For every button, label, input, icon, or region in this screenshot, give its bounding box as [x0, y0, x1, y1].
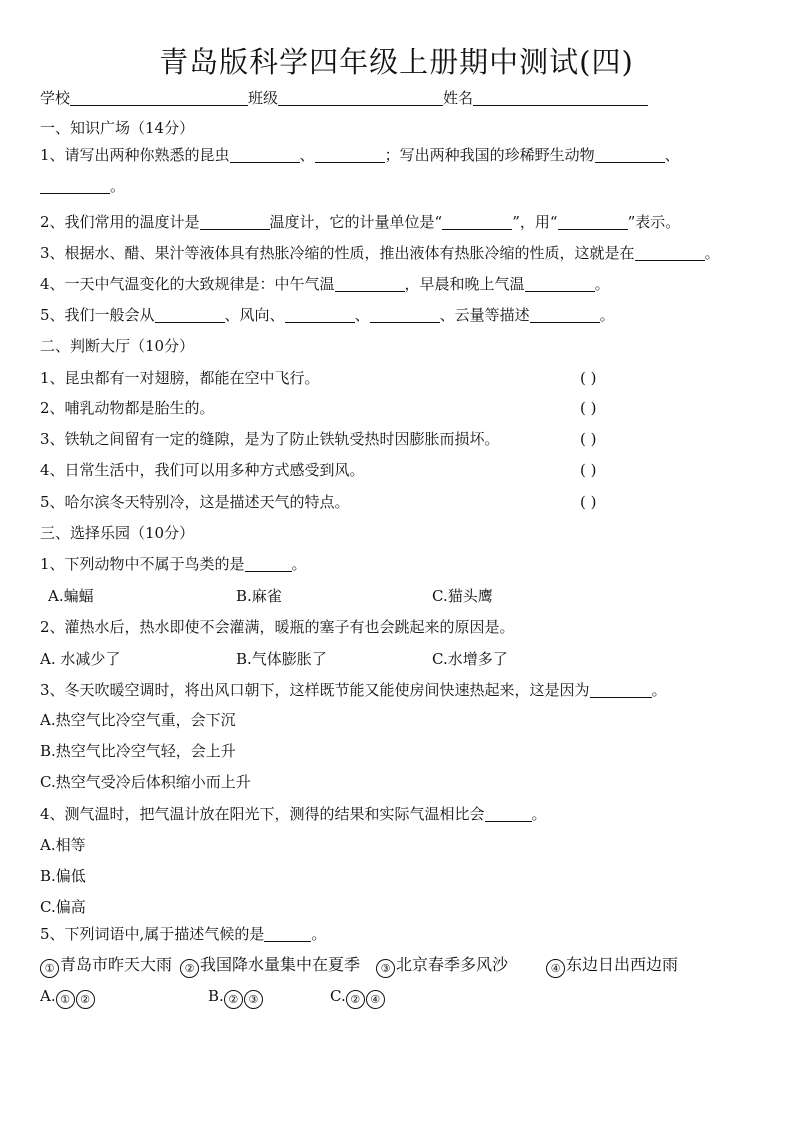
s3-q5-option-c[interactable]: [330, 986, 386, 1009]
s3-q1-end: 。: [291, 555, 307, 573]
s1-q1-text-c: ；写出两种我国的珍稀野生动物: [384, 146, 595, 164]
s2-item-2: 2、哺乳动物都是胎生的。: [40, 399, 215, 417]
s3-q5-blank[interactable]: [264, 926, 311, 942]
section1-heading: 一、知识广场（14分）: [40, 119, 195, 137]
class-label: 班级: [248, 89, 279, 107]
s1-q1-text-e: 。: [110, 177, 126, 195]
option-b-label: B.: [208, 987, 224, 1005]
page-title: 青岛版科学四年级上册期中测试(四): [159, 45, 634, 79]
s1-q5-text-b: 、风向、: [224, 306, 285, 324]
s3-q5-stem: [40, 924, 326, 944]
s3-q5-option-a[interactable]: [40, 986, 96, 1009]
s1-q1-line1: [40, 145, 680, 165]
phrase-text-3: 北京春季多风沙: [396, 955, 509, 974]
s1-q1-blank-3[interactable]: [595, 147, 665, 163]
s1-q2-text-b: 温度计，它的计量单位是“: [269, 213, 443, 231]
s1-q5-blank-2[interactable]: [285, 307, 355, 323]
s1-q2-text-c: ”，用“: [512, 213, 558, 231]
s1-q5-blank-1[interactable]: [155, 307, 225, 323]
s2-answer-paren-4[interactable]: ( ): [580, 461, 597, 479]
s3-q4-text: 4、测气温时，把气温计放在阳光下，测得的结果和实际气温相比会: [40, 805, 485, 823]
s1-q5: [40, 305, 615, 325]
s1-q1-line2: [40, 176, 125, 196]
s1-q5-text-e: 。: [599, 306, 615, 324]
circled-number-3: ③: [376, 959, 395, 978]
s1-q2-blank-1[interactable]: [200, 214, 270, 230]
s2-item-1: 1、昆虫都有一对翅膀，都能在空中飞行。: [40, 369, 320, 387]
s3-q2-option-c[interactable]: C.水增多了: [432, 650, 508, 668]
s1-q5-blank-3[interactable]: [370, 307, 440, 323]
s1-q2-text-a: 2、我们常用的温度计是: [40, 213, 200, 231]
s1-q5-text-c: 、: [354, 306, 370, 324]
s3-q1-text: 1、下列动物中不属于鸟类的是: [40, 555, 245, 573]
circled-number-4: ④: [366, 990, 385, 1009]
circled-number-2: ②: [76, 990, 95, 1009]
option-c-label: C.: [330, 987, 346, 1005]
s3-q1-blank[interactable]: [245, 556, 292, 572]
s2-answer-paren-5[interactable]: ( ): [580, 493, 597, 511]
s3-q4-option-b[interactable]: B.偏低: [40, 867, 86, 885]
school-label: 学校: [40, 89, 71, 107]
s3-q1-option-b[interactable]: B.麻雀: [236, 587, 282, 605]
s3-q4-blank[interactable]: [485, 806, 532, 822]
s3-q2-stem: 2、灌热水后，热水即使不会灌满，暖瓶的塞子有也会跳起来的原因是。: [40, 618, 515, 636]
s2-answer-paren-2[interactable]: ( ): [580, 399, 597, 417]
circled-number-3: ③: [244, 990, 263, 1009]
s2-item-3: 3、铁轨之间留有一定的缝隙，是为了防止铁轨受热时因膨胀而损坏。: [40, 430, 500, 448]
s3-q3-blank[interactable]: [590, 682, 652, 698]
phrase-text-2: 我国降水量集中在夏季: [200, 955, 361, 974]
s1-q1-text-b: 、: [299, 146, 315, 164]
s1-q2-text-d: ”表示。: [627, 213, 681, 231]
s3-q5-phrase-3: [376, 955, 508, 978]
school-blank[interactable]: [70, 90, 248, 106]
s1-q1-blank-2[interactable]: [315, 147, 385, 163]
option-a-label: A.: [40, 987, 56, 1005]
s2-answer-paren-3[interactable]: ( ): [580, 430, 597, 448]
s1-q1-text-d: 、: [664, 146, 680, 164]
s3-q4-end: 。: [531, 805, 547, 823]
s2-answer-paren-1[interactable]: ( ): [580, 369, 597, 387]
phrase-text-4: 东边日出西边雨: [566, 955, 679, 974]
circled-number-1: ①: [40, 959, 59, 978]
circled-number-1: ①: [56, 990, 75, 1009]
name-label: 姓名: [443, 89, 474, 107]
s3-q3-option-c[interactable]: C.热空气受冷后体积缩小而上升: [40, 773, 251, 791]
s3-q3-option-a[interactable]: A.热空气比冷空气重，会下沉: [40, 711, 236, 729]
s3-q5-phrase-2: [180, 955, 360, 978]
s3-q3-stem: [40, 680, 667, 700]
s1-q1-blank-4[interactable]: [40, 178, 110, 194]
s1-q5-text-a: 5、我们一般会从: [40, 306, 155, 324]
s1-q3: [40, 243, 720, 263]
s3-q1-stem: [40, 554, 307, 574]
circled-number-2: ②: [346, 990, 365, 1009]
s1-q3-text-a: 3、根据水、醋、果汁等液体具有热胀冷缩的性质，推出液体有热胀冷缩的性质，这就是在: [40, 244, 635, 262]
s3-q3-text: 3、冬天吹暖空调时，将出风口朝下，这样既节能又能使房间快速热起来，这是因为: [40, 681, 590, 699]
s2-item-4: 4、日常生活中，我们可以用多种方式感受到风。: [40, 461, 365, 479]
s3-q4-stem: [40, 804, 547, 824]
s3-q2-option-b[interactable]: B.气体膨胀了: [236, 650, 327, 668]
s3-q5-option-b[interactable]: [208, 986, 264, 1009]
s1-q4-text-a: 4、一天中气温变化的大致规律是：中午气温: [40, 275, 335, 293]
circled-number-2: ②: [224, 990, 243, 1009]
s1-q2-blank-2[interactable]: [442, 214, 512, 230]
s3-q3-option-b[interactable]: B.热空气比冷空气轻，会上升: [40, 742, 236, 760]
s1-q2: [40, 212, 680, 232]
s1-q3-text-b: 。: [704, 244, 720, 262]
circled-number-4: ④: [546, 959, 565, 978]
s1-q1-text-a: 1、请写出两种你熟悉的昆虫: [40, 146, 230, 164]
name-blank[interactable]: [473, 90, 648, 106]
s3-q5-phrase-1: [40, 955, 172, 978]
s3-q4-option-a[interactable]: A.相等: [40, 836, 86, 854]
section3-heading: 三、选择乐园（10分）: [40, 524, 195, 542]
header-info-line: [40, 88, 648, 108]
s1-q1-blank-1[interactable]: [230, 147, 300, 163]
s1-q3-blank-1[interactable]: [635, 245, 705, 261]
s3-q1-option-a[interactable]: A.蝙蝠: [48, 587, 94, 605]
s1-q4-blank-2[interactable]: [525, 276, 595, 292]
s3-q1-option-c[interactable]: C.猫头鹰: [432, 587, 493, 605]
s1-q4-blank-1[interactable]: [335, 276, 405, 292]
s3-q5-text: 5、下列词语中,属于描述气候的是: [40, 925, 265, 943]
s1-q5-text-d: 、云量等描述: [439, 306, 530, 324]
s3-q2-option-a[interactable]: A. 水减少了: [40, 650, 121, 668]
section2-heading: 二、判断大厅（10分）: [40, 337, 195, 355]
s1-q4-text-b: ，早晨和晚上气温: [404, 275, 525, 293]
circled-number-2: ②: [180, 959, 199, 978]
s1-q5-blank-4[interactable]: [530, 307, 600, 323]
s3-q4-option-c[interactable]: C.偏高: [40, 898, 86, 916]
class-blank[interactable]: [278, 90, 443, 106]
s3-q5-end: 。: [311, 925, 327, 943]
s1-q2-blank-3[interactable]: [558, 214, 628, 230]
phrase-text-1: 青岛市昨天大雨: [60, 955, 173, 974]
s1-q4: [40, 274, 610, 294]
s2-item-5: 5、哈尔滨冬天特别冷，这是描述天气的特点。: [40, 493, 350, 511]
s3-q5-phrase-4: [546, 955, 678, 978]
s3-q3-end: 。: [651, 681, 667, 699]
s1-q4-text-c: 。: [594, 275, 610, 293]
